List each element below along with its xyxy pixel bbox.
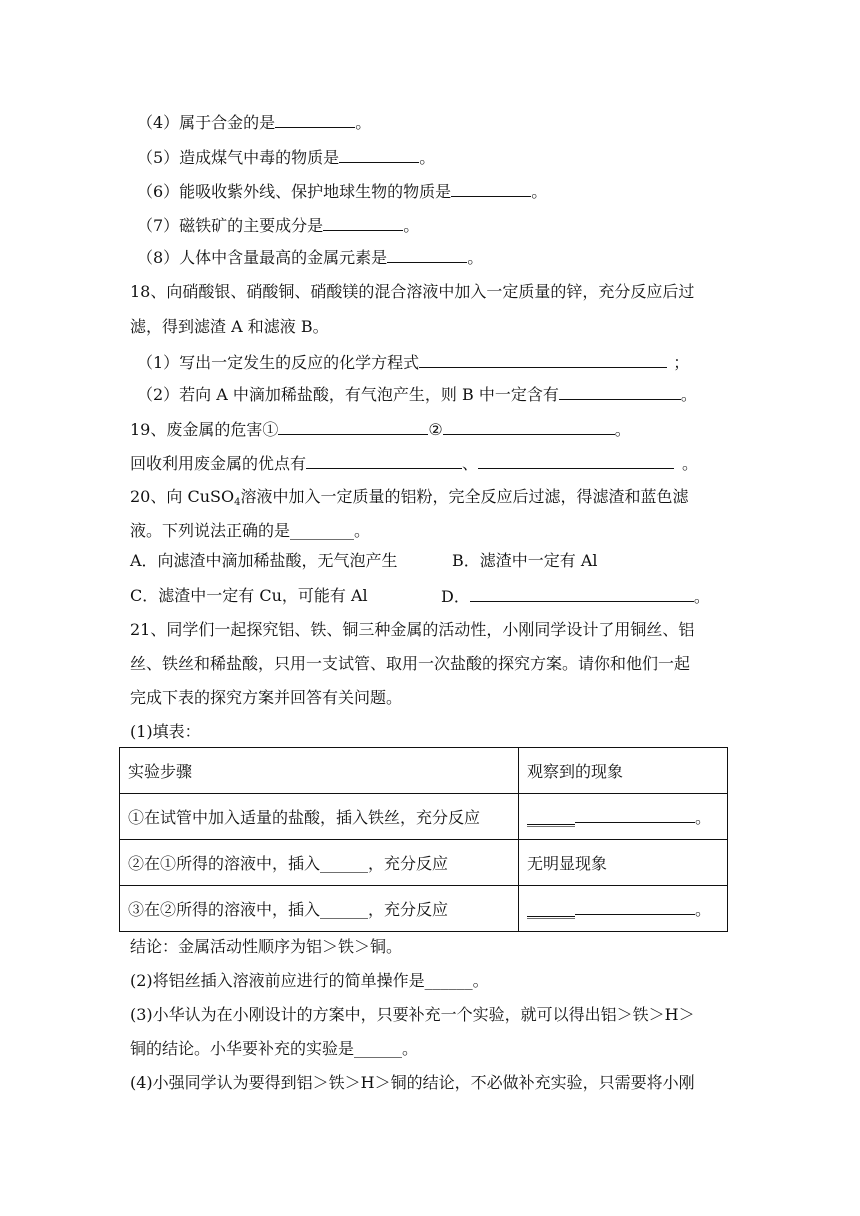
question-text: （2）若向 A 中滴加稀盐酸，有气泡产生，则 B 中一定含有	[137, 385, 559, 404]
option-b[interactable]: B．滤渣中一定有 Al	[452, 551, 598, 570]
step-cell: ③在②所得的溶液中，插入______，充分反应	[120, 886, 519, 932]
option-d[interactable]: D． 。	[441, 587, 710, 606]
question-20-line2: 液。下列说法正确的是________。	[130, 521, 371, 540]
answer-blank[interactable]	[451, 181, 531, 197]
answer-blank[interactable]	[575, 899, 695, 915]
question-text: （5）造成煤气中毒的物质是	[137, 148, 340, 167]
question-21-1: (1)填表：	[130, 722, 201, 741]
step-cell: ①在试管中加入适量的盐酸，插入铁丝，充分反应	[120, 794, 519, 840]
question-21-4: (4)小强同学认为要得到铝＞铁＞H＞铜的结论，不必做补充实验，只需要将小刚	[130, 1073, 695, 1092]
table-header-cell: 实验步骤	[120, 748, 519, 794]
answer-blank[interactable]	[470, 586, 694, 602]
table-row	[120, 886, 728, 932]
question-18-line2: 滤，得到滤渣 A 和滤液 B。	[130, 317, 329, 336]
question-21-line1: 21、同学们一起探究铝、铁、铜三种金属的活动性，小刚同学设计了用铜丝、铝	[130, 620, 695, 639]
option-c[interactable]: C．滤渣中一定有 Cu，可能有 Al	[130, 586, 368, 605]
question-19-line2: 回收利用废金属的优点有 、 。	[130, 454, 699, 473]
answer-blank[interactable]	[339, 147, 419, 163]
answer-blank[interactable]	[575, 807, 695, 823]
option-a[interactable]: A．向滤渣中滴加稀盐酸，无气泡产生	[130, 551, 398, 570]
answer-blank-2[interactable]	[478, 453, 674, 469]
step-cell: ②在①所得的溶液中，插入______，充分反应	[120, 840, 519, 886]
answer-blank-2[interactable]	[443, 419, 615, 435]
question-text: （4）属于合金的是	[137, 113, 276, 132]
question-text: （8）人体中含量最高的金属元素是	[137, 248, 388, 267]
observation-cell: 无明显现象	[519, 840, 728, 886]
question-18-2: （2）若向 A 中滴加稀盐酸，有气泡产生，则 B 中一定含有 。	[137, 385, 697, 404]
question-text: （1）写出一定发生的反应的化学方程式	[137, 353, 420, 372]
question-21-3-line1: (3)小华认为在小刚设计的方案中，只要补充一个实验，就可以得出铝＞铁＞H＞	[130, 1005, 695, 1024]
answer-blank[interactable]	[387, 247, 467, 263]
question-text: 回收利用废金属的优点有	[130, 454, 307, 473]
question-18-line1: 18、向硝酸银、硝酸铜、硝酸镁的混合溶液中加入一定质量的锌，充分反应后过	[130, 282, 695, 301]
question-21-3-line2: 铜的结论。小华要补充的实验是______。	[130, 1039, 419, 1058]
answer-blank-1[interactable]	[306, 453, 462, 469]
question-21-2: (2)将铝丝插入溶液前应进行的简单操作是______。	[130, 971, 489, 990]
conclusion: 结论：金属活动性顺序为铝＞铁＞铜。	[130, 937, 403, 956]
question-17-5: （5）造成煤气中毒的物质是 。	[137, 148, 436, 167]
observation-cell[interactable]: ______ 。	[519, 794, 728, 840]
question-21-line3: 完成下表的探究方案并回答有关问题。	[130, 688, 403, 707]
question-18-1: （1）写出一定发生的反应的化学方程式 ；	[137, 353, 690, 372]
answer-blank-1[interactable]	[278, 419, 428, 435]
answer-blank[interactable]	[559, 384, 681, 400]
question-19-line1: 19、废金属的危害① ② 。	[130, 420, 631, 439]
question-text: （7）磁铁矿的主要成分是	[137, 216, 324, 235]
table-header-cell: 观察到的现象	[519, 748, 728, 794]
experiment-table	[119, 747, 728, 932]
question-21-line2: 丝、铁丝和稀盐酸，只用一支试管、取用一次盐酸的探究方案。请你和他们一起	[130, 654, 691, 673]
table-row	[120, 840, 728, 886]
answer-blank[interactable]	[323, 215, 403, 231]
table-header-row	[120, 748, 728, 794]
question-17-6: （6）能吸收紫外线、保护地球生物的物质是 。	[137, 182, 548, 201]
observation-cell[interactable]: ______ 。	[519, 886, 728, 932]
question-17-4: （4）属于合金的是 。	[137, 113, 372, 132]
table-row	[120, 794, 728, 840]
question-text: （6）能吸收紫外线、保护地球生物的物质是	[137, 182, 452, 201]
question-20-line1: 20、向 CuSO$_4$溶液中加入一定质量的铝粉，完全反应后过滤，得滤渣和蓝色滤	[130, 487, 689, 508]
answer-blank[interactable]	[275, 112, 355, 128]
question-text: 19、废金属的危害①	[130, 420, 279, 439]
question-17-7: （7）磁铁矿的主要成分是 。	[137, 216, 420, 235]
answer-blank[interactable]	[419, 352, 667, 368]
question-17-8: （8）人体中含量最高的金属元素是 。	[137, 248, 484, 267]
